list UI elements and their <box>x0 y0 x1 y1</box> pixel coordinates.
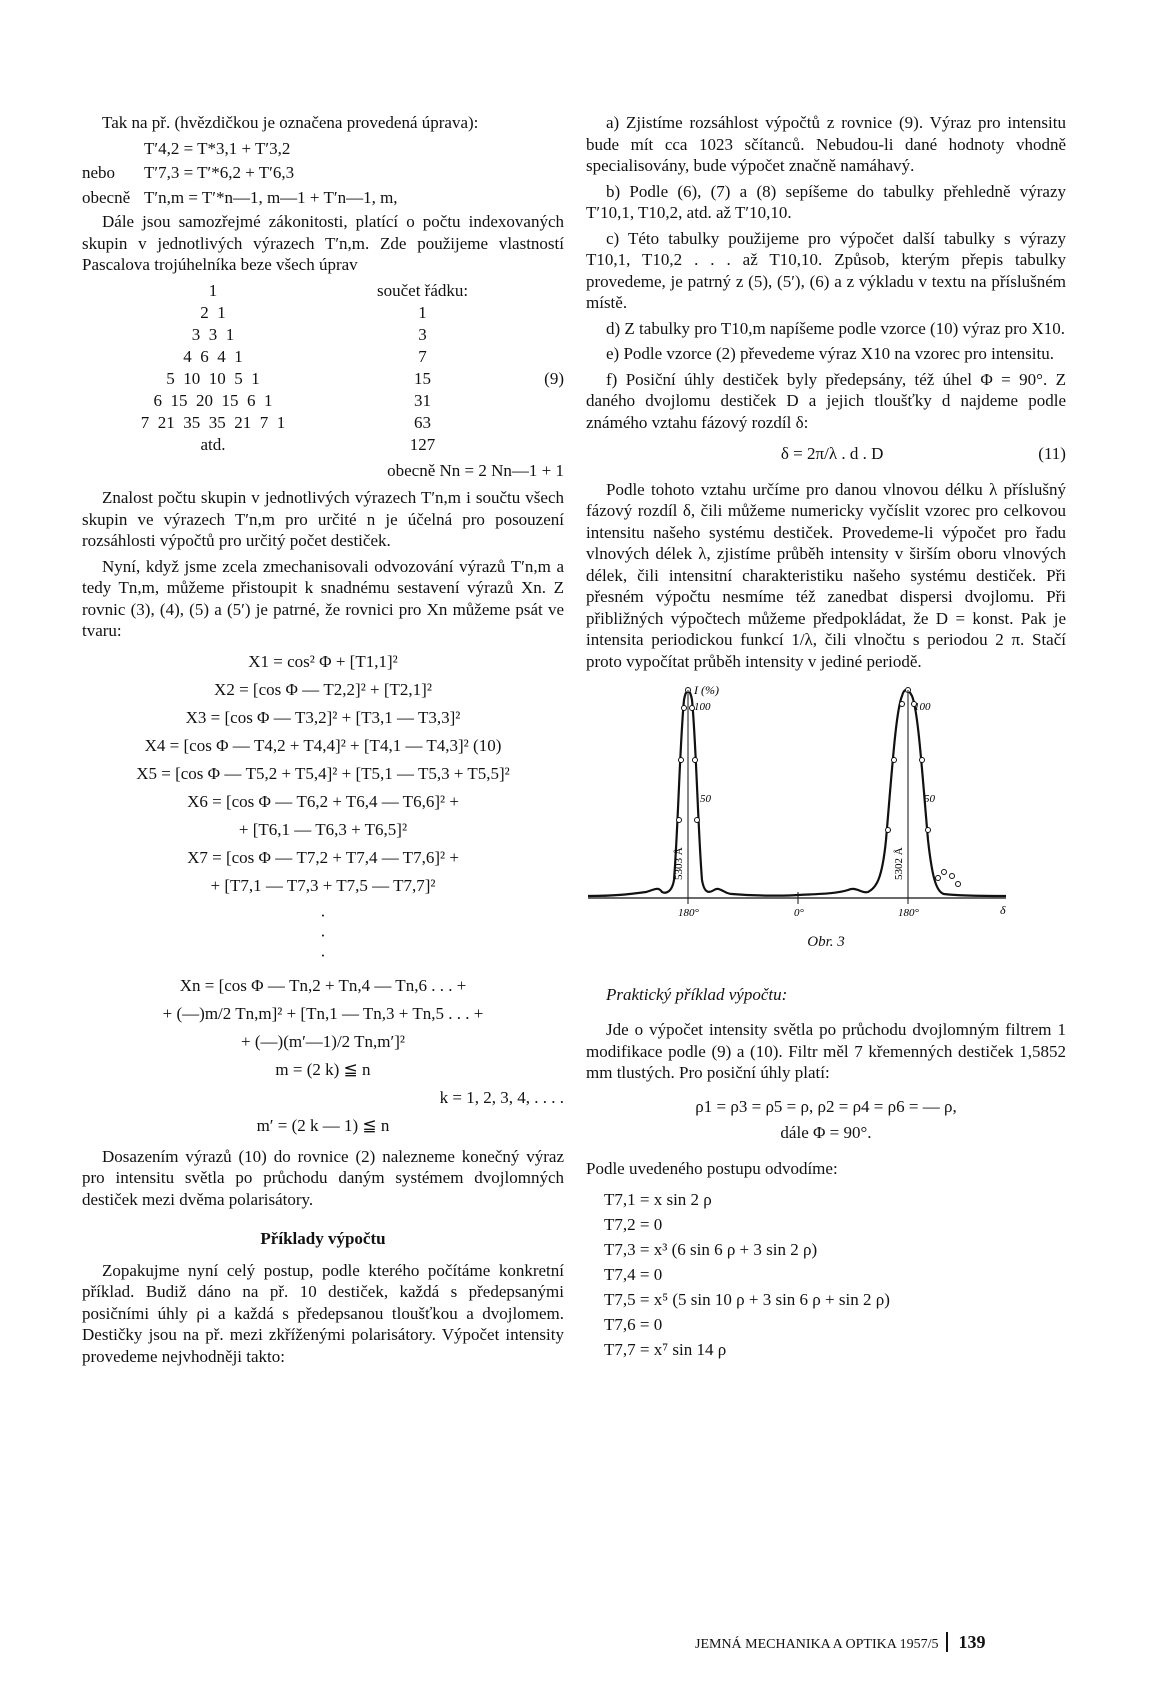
pascal-row <box>82 434 564 456</box>
paragraph-practical-example: Jde o výpočet intensity světla po průchodu dvojlomným filtrem 1 modifikace podle (9) a (10). Filtr měl 7 křemenných destiček 1,5852 mm tlustých. Pro posiční úhly platí: <box>586 1020 1066 1082</box>
paragraph-group-count: Znalost počtu skupin v jednotlivých výrazech T′n,m i součtu všech skupin ve výrazech T′n,m pro určité n je účelná pro posouzení rozsáhlosti výpočtů pro určitý počet destiček. <box>82 488 564 550</box>
equation-number: (9) <box>544 368 564 388</box>
xn-equation-line: k = 1, 2, 3, 4, . . . . <box>439 1087 564 1107</box>
t-expression: T7,6 = 0 <box>604 1315 663 1334</box>
pascal-cell: 5 10 10 5 1 <box>166 368 260 388</box>
equation-number: (11) <box>1038 444 1066 463</box>
x-equation-line: X1 = cos² Φ + [T1,1]² <box>248 651 398 671</box>
page-footer <box>695 1632 985 1653</box>
x-tick-label: 180° <box>678 907 699 919</box>
t-expression: T7,3 = x³ (6 sin 6 ρ + 3 sin 2 ρ) <box>604 1240 818 1259</box>
t-expression: T7,2 = 0 <box>604 1215 663 1234</box>
x-equation-line: X4 = [cos Φ — T4,2 + T4,4]² + [T4,1 — T4,3]² (10) <box>144 735 502 755</box>
pascal-row <box>82 324 564 346</box>
pascal-sum: 1 <box>418 302 427 322</box>
xn-equation-line: m′ = (2 k — 1) ≦ n <box>256 1115 390 1135</box>
paragraph-procedure: Zopakujme nyní celý postup, podle kterého počítáme konkretní příklad. Budiž dáno na př. 10 destiček, každá s předepsanými posičními úhly ρi a každá s předepsanou tloušťkou a dvojlomem. Destičky jsou na př. mezi zkříženými polarisátory. Výpočet intensity provedeme nejvhodněji takto: <box>82 1260 564 1366</box>
equation-lead: nebo <box>82 163 116 182</box>
intensity-figure <box>586 680 1066 920</box>
pascal-header-row <box>82 280 564 302</box>
t-expression-list <box>586 1187 1066 1362</box>
pascal-cell: 3 3 1 <box>191 324 235 344</box>
x-equation-line: X5 = [cos Φ — T5,2 + T5,4]² + [T5,1 — T5,3 + T5,5]² <box>136 763 510 783</box>
ellipsis-dot: · <box>320 945 326 965</box>
peak-label-left: 100 <box>694 701 711 713</box>
section-heading: Příklady výpočtu <box>260 1229 386 1248</box>
pascal-row <box>82 368 564 390</box>
xn-equation-line: m = (2 k) ≦ n <box>275 1059 371 1079</box>
pascal-triangle-table <box>82 280 564 456</box>
x-tick-label: 0° <box>794 907 804 919</box>
pascal-cell: 1 <box>208 280 218 300</box>
x-equation-line: X7 = [cos Φ — T7,2 + T7,4 — T7,6]² + <box>187 847 459 867</box>
pascal-cell: 2 1 <box>200 302 226 322</box>
paragraph-pascal-intro: Dále jsou samozřejmé zákonitosti, platící o počtu indexovaných skupin v jednotlivých výrazech T′n,m. Zde použijeme vlastností Pascalova trojúhelníka beze všech úprav <box>82 212 564 274</box>
y-axis-label: I (%) <box>694 683 719 697</box>
equation-body: T′n,m = T′*n—1, m—1 + T′n—1, m, <box>144 187 398 207</box>
half-label-left: 50 <box>700 793 711 805</box>
x-equations <box>82 648 564 900</box>
t-expression: T7,1 = x sin 2 ρ <box>604 1190 712 1209</box>
xn-equation-line: + (—)m/2 Tn,m]² + [Tn,1 — Tn,3 + Tn,5 . . . + <box>162 1003 484 1023</box>
ellipsis-dot: · <box>320 925 326 945</box>
t-expression: T7,5 = x⁵ (5 sin 10 ρ + 3 sin 6 ρ + sin 2 ρ) <box>604 1290 890 1309</box>
pascal-sum-header: součet řádku: <box>376 280 469 300</box>
pascal-row <box>82 302 564 324</box>
paragraph-derive: Podle uvedeného postupu odvodíme: <box>586 1158 838 1178</box>
pascal-general-formula: obecně Nn = 2 Nn—1 + 1 <box>387 460 564 480</box>
pascal-sum: 127 <box>409 434 436 454</box>
left-column <box>82 112 564 1371</box>
step-a: a) Zjistíme rozsáhlost výpočtů z rovnice (9). Výraz pro intensitu bude mít cca 1023 sčítanců. Nebudou-li dané hodnoty vhodně specialisovány, bude výpočet značně namáhavý. <box>586 113 1066 175</box>
x-axis-label: δ <box>1000 903 1006 917</box>
pascal-row <box>82 390 564 412</box>
equation-phi: dále Φ = 90°. <box>780 1123 872 1142</box>
subsection-heading: Praktický příklad výpočtu: <box>606 984 788 1004</box>
page-number: 139 <box>946 1632 985 1652</box>
xn-equation-line: Xn = [cos Φ — Tn,2 + Tn,4 — Tn,6 . . . + <box>179 975 467 995</box>
equation-rho: ρ1 = ρ3 = ρ5 = ρ, ρ2 = ρ4 = ρ6 = — ρ, <box>695 1096 957 1116</box>
step-f: f) Posiční úhly destiček byly předepsány, též úhel Φ = 90°. Z daného dvojlomu destiček D a jejich tloušťky d najdeme podle známého vztahu fázový rozdíl δ: <box>586 369 1066 432</box>
xn-equations <box>82 972 564 1140</box>
pascal-sum: 3 <box>418 324 427 344</box>
pascal-cell: 4 6 4 1 <box>183 346 243 366</box>
figure-caption: Obr. 3 <box>807 934 845 950</box>
journal-name: JEMNÁ MECHANIKA A OPTIKA 1957/5 <box>695 1637 939 1652</box>
equation-lead: obecně <box>82 187 131 207</box>
pascal-sum: 7 <box>418 346 427 366</box>
pascal-sum: 63 <box>414 412 432 432</box>
step-b: b) Podle (6), (7) a (8) sepíšeme do tabulky přehledně výrazy T′10,1, T10,2, atd. až T′10,10. <box>586 181 1066 222</box>
intensity-curve <box>588 690 1006 896</box>
line-label-left: 5303 Å <box>673 847 685 880</box>
pascal-cell: 6 15 20 15 6 1 <box>153 390 273 410</box>
paragraph-mechanised: Nyní, když jsme zcela zmechanisovali odvozování výrazů T′n,m a tedy Tn,m, můžeme přistoupit k snadnému sestavení výrazů Xn. Z rovnic (3), (4), (5) a (5′) je patrné, že rovnici pro Xn můžeme psát ve tvaru: <box>82 556 564 640</box>
equation-11-body: δ = 2π/λ . d . D <box>780 444 884 463</box>
equation-body: T′7,3 = T′*6,2 + T′6,3 <box>144 163 295 182</box>
step-d: d) Z tabulky pro T10,m napíšeme podle vzorce (10) výraz pro X10. <box>606 318 1066 338</box>
x-equation-line: + [T7,1 — T7,3 + T7,5 — T7,7]² <box>210 875 436 895</box>
curve-points <box>677 688 961 887</box>
x-equation-line: X3 = [cos Φ — T3,2]² + [T3,1 — T3,3]² <box>185 707 461 727</box>
ellipsis-dot: · <box>320 905 326 925</box>
paragraph-intensity-characteristic: Podle tohoto vztahu určíme pro danou vlnovou délku λ příslušný fázový rozdíl δ, čili můžeme numericky vyčíslit vzorec pro celkovou intensitu našeho systému destiček. Provedeme-li výpočet pro řadu vlnových délek λ, zjistíme průběh intensity v širším oboru vlnových délek, čili intensitní charakteristiku našeho systému destiček. Při přesném výpočtu nesmíme též zanedbat dispersi dvojlomu. Při přibližných výpočtech můžeme předpokládat, že D = konst. Pak je intensita periodickou funkcí 1/λ, čili vlnočtu s periodou 2 π. Stačí proto vypočítat průběh intensity v jediné periodě. <box>586 479 1066 671</box>
x-equation-line: X6 = [cos Φ — T6,2 + T6,4 — T6,6]² + <box>187 791 459 811</box>
half-label-right: 50 <box>924 793 935 805</box>
x-tick-label: 180° <box>898 907 919 919</box>
t-expression: T7,7 = x⁷ sin 14 ρ <box>604 1340 727 1359</box>
equation-t42: T′4,2 = T*3,1 + T′3,2 <box>144 138 291 158</box>
x-equation-line: X2 = [cos Φ — T2,2]² + [T2,1]² <box>214 679 432 699</box>
equation-11 <box>586 443 1066 465</box>
pascal-cell: 7 21 35 35 21 7 1 <box>140 412 286 432</box>
paragraph-final-expression: Dosazením výrazů (10) do rovnice (2) nalezneme konečný výraz pro intensitu světla po průchodu daným systémem dvojlomných destiček mezi dvěma polarisátory. <box>82 1146 564 1209</box>
pascal-cell: atd. <box>200 434 226 454</box>
pascal-row <box>82 346 564 368</box>
pascal-row <box>82 412 564 434</box>
peak-label-right: 100 <box>914 701 931 713</box>
intro-paragraph: Tak na př. (hvězdičkou je označena provedená úprava): <box>102 113 479 132</box>
x-equation-line: + [T6,1 — T6,3 + T6,5]² <box>238 819 408 839</box>
right-column <box>586 112 1066 1362</box>
equation-t73 <box>82 162 564 184</box>
step-c: c) Této tabulky použijeme pro výpočet další tabulky s výrazy T10,1, T10,2 . . . až T10,10. Způsob, kterým přepis tabulky provedeme, je patrný z (5), (5′), (6) a z výkladu v textu na příslušném místě. <box>586 228 1066 312</box>
t-expression: T7,4 = 0 <box>604 1265 663 1284</box>
pascal-sum: 15 <box>414 368 432 388</box>
equation-general <box>82 187 564 209</box>
pascal-sum: 31 <box>414 390 432 410</box>
xn-equation-line: + (—)(m′—1)/2 Tn,m′]² <box>241 1031 405 1051</box>
line-label-right: 5302 Å <box>893 847 905 880</box>
step-e: e) Podle vzorce (2) převedeme výraz X10 na vzorec pro intensitu. <box>606 344 1054 363</box>
